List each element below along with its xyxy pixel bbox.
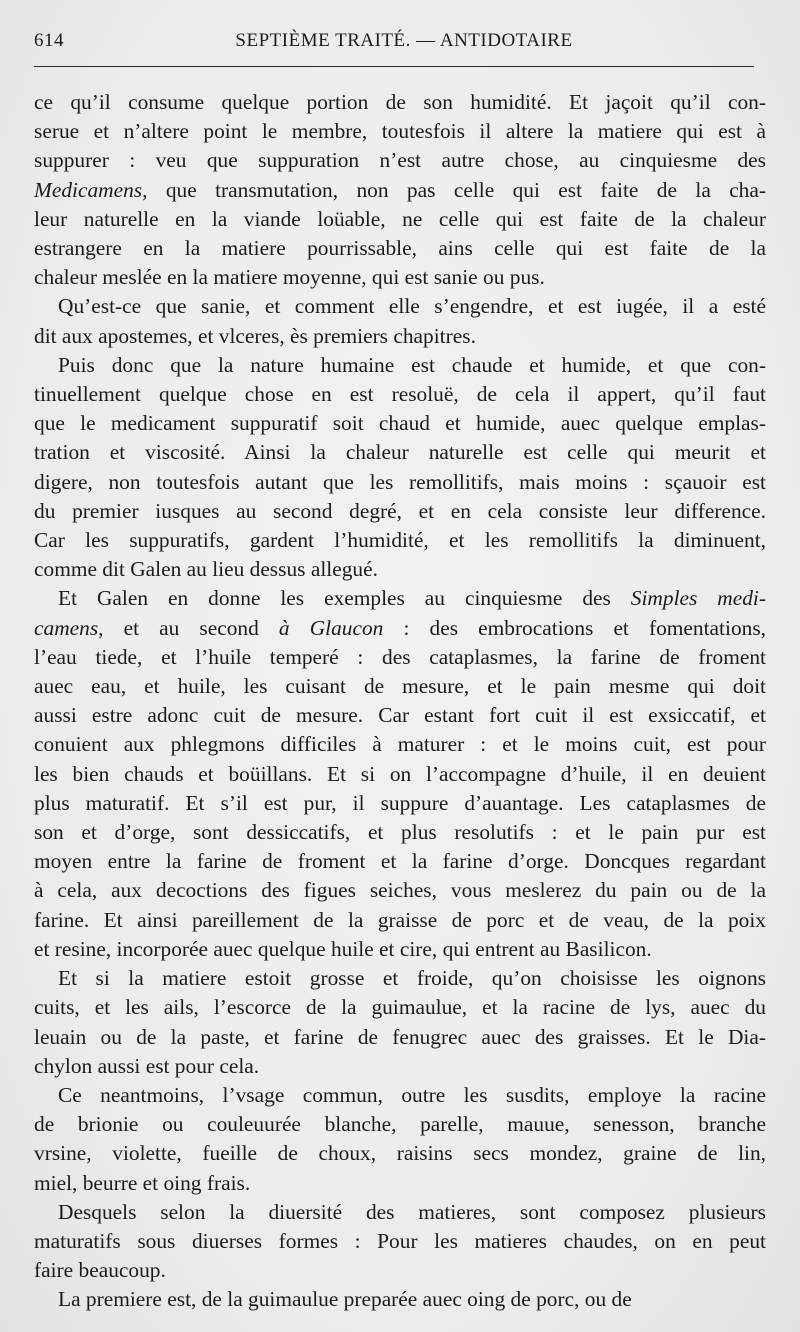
text-line: du premier iusques au second degré, et en cela consiste leur difference.: [34, 498, 766, 523]
text-line: chaleur meslée en la matiere moyenne, qui est sanie ou pus.: [34, 265, 545, 290]
text-line: La premiere est, de la guimaulue preparée auec oing de porc, ou de: [58, 1287, 632, 1312]
page-number: 614: [34, 30, 64, 51]
text-line: Et si la matiere estoit grosse et froide, qu’on choisisse les oignons: [58, 966, 766, 991]
page-header: [34, 30, 754, 58]
text-line: que le medicament suppuratif soit chaud et humide, auec quelque emplas-: [34, 411, 766, 436]
text-line: de brionie ou couleuurée blanche, parelle, mauue, senesson, branche: [34, 1112, 766, 1137]
text-line: l’eau tiede, et l’huile temperé : des cataplasmes, la farine de froment: [34, 644, 766, 669]
text-line: Car les suppuratifs, gardent l’humidité, et les remollitifs la diminuent,: [34, 528, 766, 553]
text-line: farine. Et ainsi pareillement de la graisse de porc et de veau, de la poix: [34, 907, 766, 932]
text-line: maturatifs sous diuerses formes : Pour les matieres chaudes, on en peut: [34, 1228, 766, 1253]
text-line: estrangere en la matiere pourrissable, ains celle qui est faite de la: [34, 236, 766, 261]
text-line: tinuellement quelque chose en est resoluë, de cela il appert, qu’il faut: [34, 382, 766, 407]
paragraph: [34, 292, 766, 350]
paragraph: [34, 964, 766, 1081]
text-line: auec eau, et huile, les cuisant de mesure, et le pain mesme qui doit: [34, 674, 766, 699]
paragraph: [34, 351, 766, 585]
paragraph: [34, 1198, 766, 1286]
text-line: aussi estre adonc cuit de mesure. Car estant fort cuit il est exsiccatif, et: [34, 703, 766, 728]
text-line: Desquels selon la diuersité des matieres, sont composez plusieurs: [58, 1199, 766, 1224]
text-line: Medicamens, que transmutation, non pas celle qui est faite de la cha-: [34, 177, 766, 202]
text-line: à cela, aux decoctions des figues seiches, vous meslerez du pain ou de la: [34, 878, 766, 903]
text-line: miel, beurre et oing frais.: [34, 1170, 251, 1195]
text-line: chylon aussi est pour cela.: [34, 1053, 260, 1078]
paragraph: [34, 88, 766, 292]
text-line: Ce neantmoins, l’vsage commun, outre les susdits, employe la racine: [58, 1082, 766, 1107]
text-line: les bien chauds et boüillans. Et si on l’accompagne d’huile, il en deuient: [34, 761, 766, 786]
text-line: serue et n’altere point le membre, toutesfois il altere la matiere qui est à: [34, 119, 766, 144]
text-line: tration et viscosité. Ainsi la chaleur naturelle est celle qui meurit et: [34, 440, 766, 465]
text-line: Puis donc que la nature humaine est chaude et humide, et que con-: [58, 352, 766, 377]
running-title: SEPTIÈME TRAITÉ. — ANTIDOTAIRE: [235, 30, 573, 51]
text-line: vrsine, violette, fueille de choux, raisins secs mondez, graine de lin,: [34, 1141, 766, 1166]
text-line: ce qu’il consume quelque portion de son humidité. Et jaçoit qu’il con-: [34, 90, 766, 114]
body-text: [34, 88, 766, 1315]
text-line: camens, et au second à Glaucon : des embrocations et fomentations,: [34, 615, 767, 640]
text-line: suppurer : veu que suppuration n’est autre chose, au cinquiesme des: [34, 148, 766, 173]
text-line: dit aux apostemes, et vlceres, ès premiers chapitres.: [34, 323, 476, 348]
paragraph: [34, 1081, 766, 1198]
text-line: faire beaucoup.: [34, 1258, 166, 1283]
text-line: son et d’orge, sont dessiccatifs, et plus resolutifs : et le pain pur est: [34, 820, 766, 845]
text-line: Qu’est-ce que sanie, et comment elle s’engendre, et est iugée, il a esté: [58, 294, 766, 319]
text-line: leuain ou de la paste, et farine de fenugrec auec des graisses. Et le Dia-: [34, 1024, 766, 1049]
text-line: digere, non toutesfois autant que les remollitifs, mais moins : sçauoir est: [34, 469, 766, 494]
text-line: conuient aux phlegmons difficiles à maturer : et le moins cuit, est pour: [34, 732, 766, 757]
text-line: et resine, incorporée auec quelque huile et cire, qui entrent au Basilicon.: [34, 936, 652, 961]
text-line: comme dit Galen au lieu dessus allegué.: [34, 557, 378, 582]
text-line: leur naturelle en la viande loüable, ne celle qui est faite de la chaleur: [34, 206, 766, 231]
text-line: Et Galen en donne les exemples au cinquiesme des Simples medi-: [58, 586, 766, 611]
text-line: plus maturatif. Et s’il est pur, il suppure d’auantage. Les cataplasmes de: [34, 790, 766, 815]
paragraph: [34, 584, 766, 964]
text-line: cuits, et les ails, l’escorce de la guimaulue, et la racine de lys, auec du: [34, 995, 766, 1020]
text-line: moyen entre la farine de froment et la farine d’orge. Doncques regardant: [34, 849, 766, 874]
paragraph: [34, 1285, 766, 1314]
header-rule: [34, 66, 754, 67]
